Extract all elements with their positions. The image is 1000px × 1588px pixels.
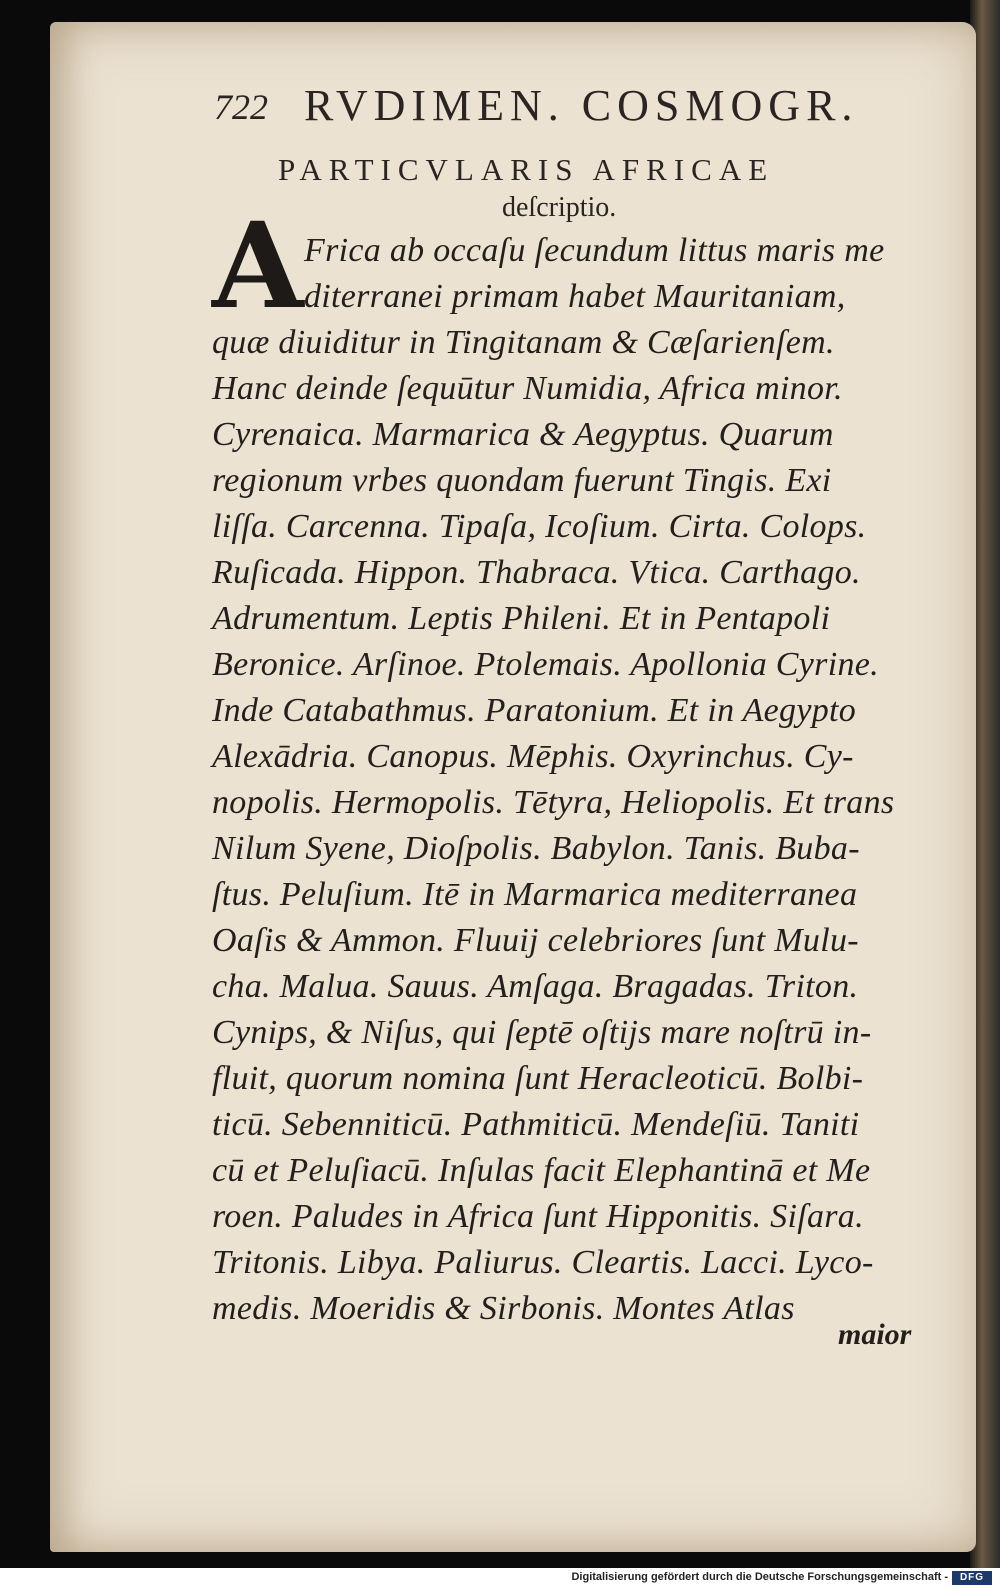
text-line: fluit, quorum nomina ſunt Heracleoticū. Bolbi-: [212, 1060, 864, 1097]
text-line: cha. Malua. Sauus. Amſaga. Bragadas. Triton.: [212, 968, 859, 1005]
text-line: medis. Moeridis & Sirbonis. Montes Atlas: [212, 1290, 795, 1327]
text-line: Cynips, & Niſus, qui ſeptē oſtijs mare noſtrū in-: [212, 1014, 872, 1051]
text-line: Frica ab occaſu ſecundum littus maris me: [304, 232, 885, 269]
drop-cap-initial: A: [212, 196, 304, 335]
text-line: regionum vrbes quondam fuerunt Tingis. Exi: [212, 462, 832, 499]
page-number: 722: [214, 87, 268, 127]
text-line: cū et Peluſiacū. Inſulas facit Elephantinā et Me: [212, 1152, 871, 1189]
text-line: quæ diuiditur in Tingitanam & Cæſarienſem.: [212, 324, 835, 361]
text-line: liſſa. Carcenna. Tipaſa, Icoſium. Cirta. Colops.: [212, 508, 867, 545]
dfg-logo-icon: DFG: [952, 1571, 992, 1585]
text-line: Hanc deinde ſequūtur Numidia, Africa minor.: [212, 370, 843, 407]
text-line: roen. Paludes in Africa ſunt Hipponitis. Siſara.: [212, 1198, 864, 1235]
text-line: nopolis. Hermopolis. Tētyra, Heliopolis. Et trans: [212, 784, 895, 821]
text-line: Cyrenaica. Marmarica & Aegyptus. Quarum: [212, 416, 834, 453]
section-subheading: deſcriptio.: [502, 192, 617, 223]
text-line: Beronice. Arſinoe. Ptolemais. Apollonia Cyrine.: [212, 646, 879, 683]
text-line: Inde Catabathmus. Paratonium. Et in Aegypto: [212, 692, 857, 729]
text-line: Alexādria. Canopus. Mēphis. Oxyrinchus. Cy-: [212, 738, 854, 775]
running-title: RVDIMEN. COSMOGR.: [304, 81, 859, 130]
text-line: Nilum Syene, Dioſpolis. Babylon. Tanis. Buba-: [212, 830, 860, 867]
section-heading: PARTICVLARIS AFRICAE: [278, 152, 775, 187]
text-line: Oaſis & Ammon. Fluuij celebriores ſunt Mulu-: [212, 922, 859, 959]
text-line: Tritonis. Libya. Paliurus. Cleartis. Lacci. Lyco-: [212, 1244, 874, 1281]
funding-credit: Digitalisierung gefördert durch die Deutsche Forschungsgemeinschaft -: [571, 1571, 948, 1583]
footer-bar: [0, 1568, 1000, 1588]
running-head: [214, 80, 914, 140]
text-line: Ruſicada. Hippon. Thabraca. Vtica. Carthago.: [212, 554, 861, 591]
text-line: ticū. Sebenniticū. Pathmiticū. Mendeſiū. Taniti: [212, 1106, 860, 1143]
text-line: Adrumentum. Leptis Phileni. Et in Pentapoli: [212, 600, 831, 637]
text-line: diterranei primam habet Mauritaniam,: [304, 278, 846, 315]
catchword: maior: [838, 1318, 912, 1351]
text-line: ſtus. Peluſium. Itē in Marmarica mediterranea: [212, 876, 858, 913]
